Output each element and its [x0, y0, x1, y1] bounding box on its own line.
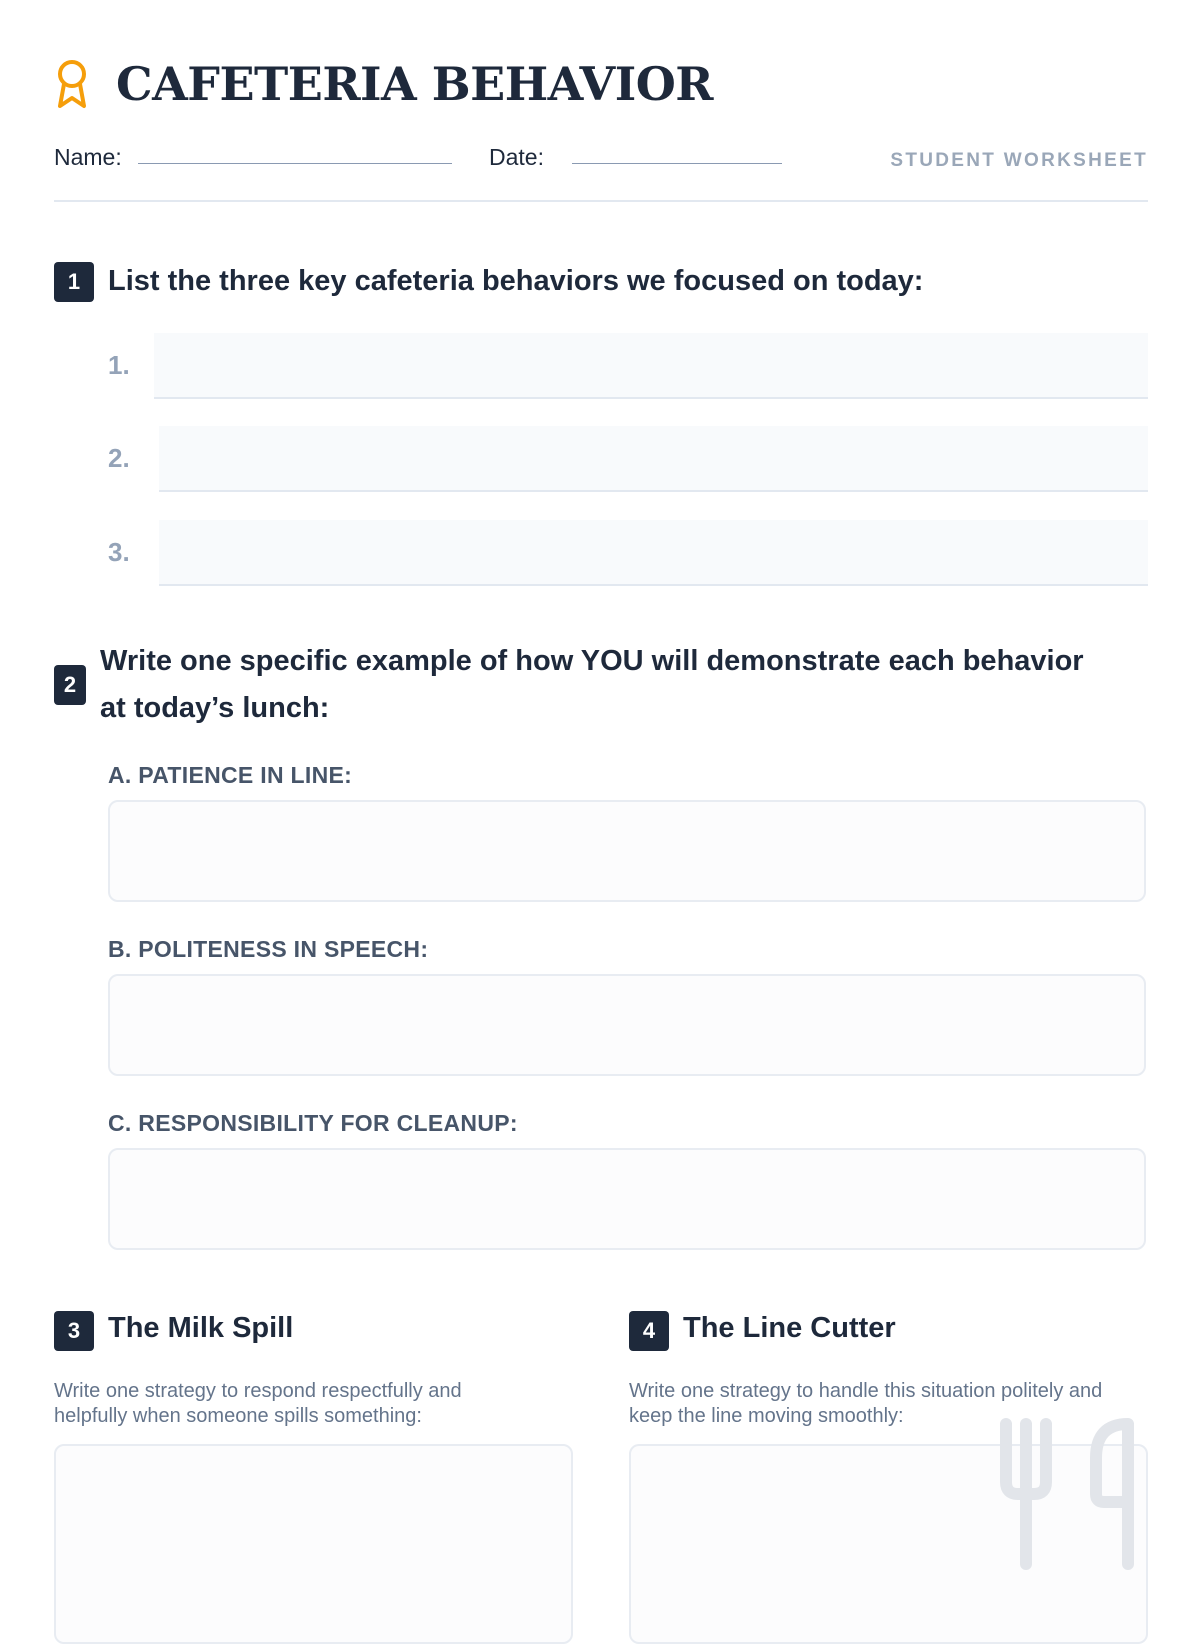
section-3-prompt-line2: helpfully when someone spills something: [54, 1405, 422, 1427]
list-number-1: 1. [108, 350, 130, 380]
section-1-heading: List the three key cafeteria behaviors we focused on today: [108, 265, 924, 297]
section-1-badge: 1 [54, 262, 94, 302]
behavior-input-2[interactable] [159, 426, 1148, 492]
part-a-label: A. PATIENCE IN LINE: [108, 762, 353, 788]
name-field[interactable] [138, 163, 452, 164]
behavior-input-3[interactable] [159, 520, 1148, 586]
behavior-input-1[interactable] [154, 333, 1148, 399]
section-2-badge: 2 [54, 665, 86, 705]
part-b-answer-box[interactable] [108, 974, 1146, 1076]
section-4-title: The Line Cutter [683, 1312, 896, 1344]
worksheet-page [54, 0, 1148, 1600]
part-b-label: B. POLITENESS IN SPEECH: [108, 936, 429, 962]
meta-row [54, 140, 1148, 176]
date-field[interactable] [572, 163, 782, 164]
section-3-prompt-line1: Write one strategy to respond respectfully and [54, 1380, 462, 1402]
worksheet-tag: STUDENT WORKSHEET [890, 150, 1148, 171]
name-label: Name: [54, 144, 122, 170]
list-number-3: 3. [108, 537, 130, 567]
list-number-2: 2. [108, 443, 130, 473]
award-icon [54, 58, 90, 110]
part-c-label: C. RESPONSIBILITY FOR CLEANUP: [108, 1110, 518, 1136]
section-4-badge: 4 [629, 1311, 669, 1351]
part-c-answer-box[interactable] [108, 1148, 1146, 1250]
section-3-title: The Milk Spill [108, 1312, 294, 1344]
page-title: CAFETERIA BEHAVIOR [116, 57, 714, 111]
section-2-heading-line2: at today’s lunch: [100, 692, 330, 724]
section-3-answer-box[interactable] [54, 1444, 573, 1644]
date-label: Date: [489, 144, 544, 170]
section-3-badge: 3 [54, 1311, 94, 1351]
section-4-prompt-line1: Write one strategy to handle this situation politely and [629, 1380, 1103, 1402]
utensils-icon [998, 1418, 1138, 1570]
section-4-prompt-line2: keep the line moving smoothly: [629, 1405, 904, 1427]
title-row [54, 56, 713, 112]
part-a-answer-box[interactable] [108, 800, 1146, 902]
section-2-heading-line1: Write one specific example of how YOU will demonstrate each behavior [100, 645, 1084, 677]
header-divider [54, 200, 1148, 202]
